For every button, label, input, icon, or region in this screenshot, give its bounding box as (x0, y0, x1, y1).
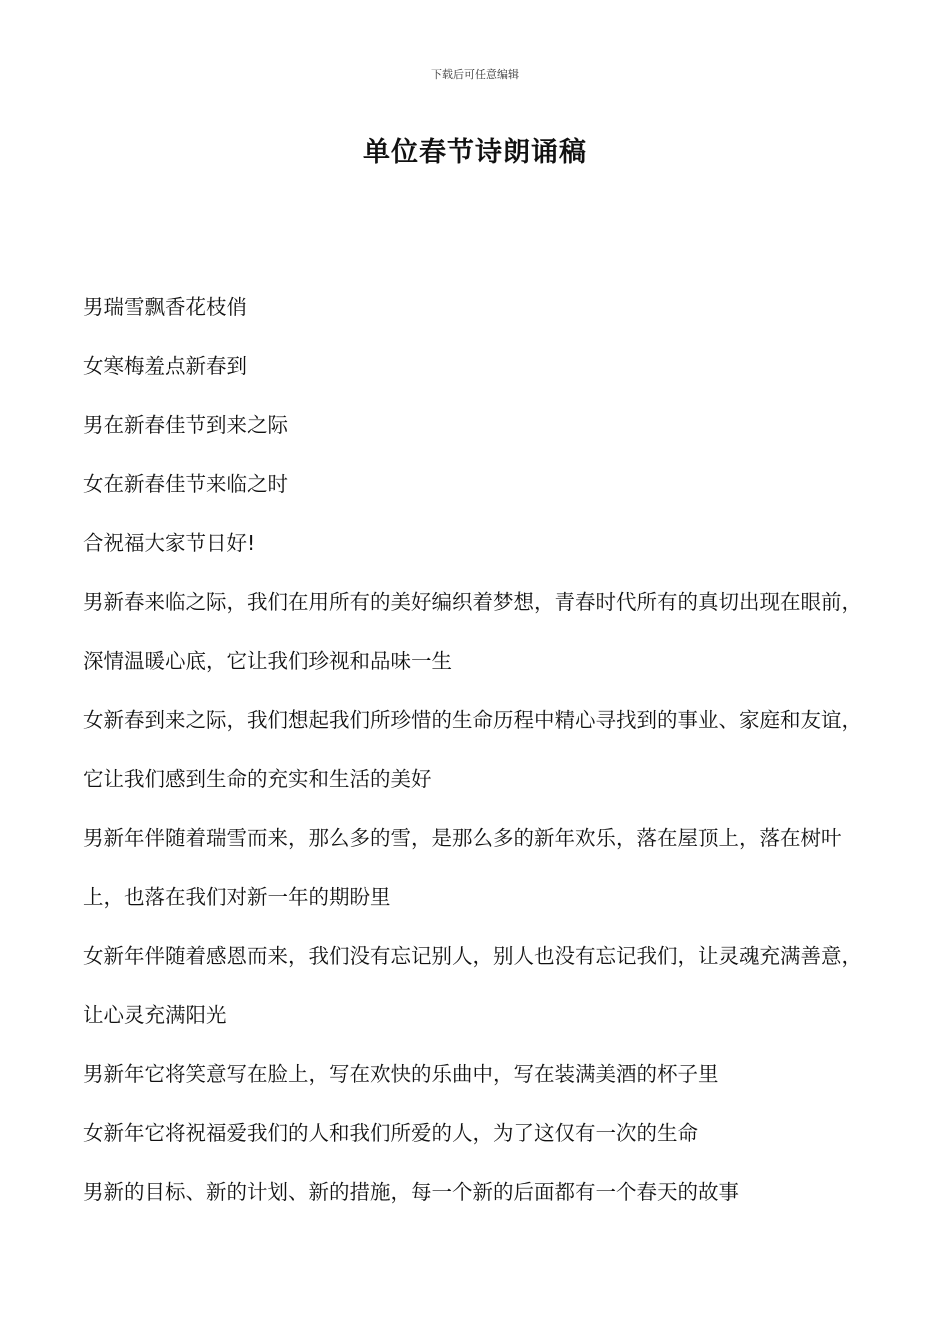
document-title: 单位春节诗朗诵稿 (363, 137, 587, 168)
paragraph: 男在新春佳节到来之际 (83, 413, 288, 437)
paragraph: 女新年它将祝福爱我们的人和我们所爱的人，为了这仅有一次的生命 (83, 1121, 698, 1145)
paragraph: 男新年它将笑意写在脸上，写在欢快的乐曲中，写在装满美酒的杯子里 (83, 1062, 719, 1086)
paragraph: 男新的目标、新的计划、新的措施，每一个新的后面都有一个春天的故事 (83, 1180, 739, 1204)
paragraph: 男瑞雪飘香花枝俏 (83, 295, 247, 319)
paragraph: 女在新春佳节来临之时 (83, 472, 288, 496)
paragraph: 合祝福大家节日好! (83, 531, 256, 555)
paragraph: 男新年伴随着瑞雪而来，那么多的雪，是那么多的新年欢乐，落在屋顶上，落在树叶上，也落在我们对新一年的期盼里 (83, 826, 842, 909)
header-note: 下载后可任意编辑 (431, 68, 519, 81)
paragraph: 女新年伴随着感恩而来，我们没有忘记别人，别人也没有忘记我们，让灵魂充满善意，让心灵充满阳光 (83, 944, 862, 1027)
paragraph: 女寒梅羞点新春到 (83, 354, 247, 378)
paragraph: 女新春到来之际，我们想起我们所珍惜的生命历程中精心寻找到的事业、家庭和友谊，它让我们感到生命的充实和生活的美好 (83, 708, 862, 791)
paragraph: 男新春来临之际，我们在用所有的美好编织着梦想，青春时代所有的真切出现在眼前，深情温暖心底，它让我们珍视和品味一生 (83, 590, 862, 673)
document-body (83, 278, 873, 1222)
